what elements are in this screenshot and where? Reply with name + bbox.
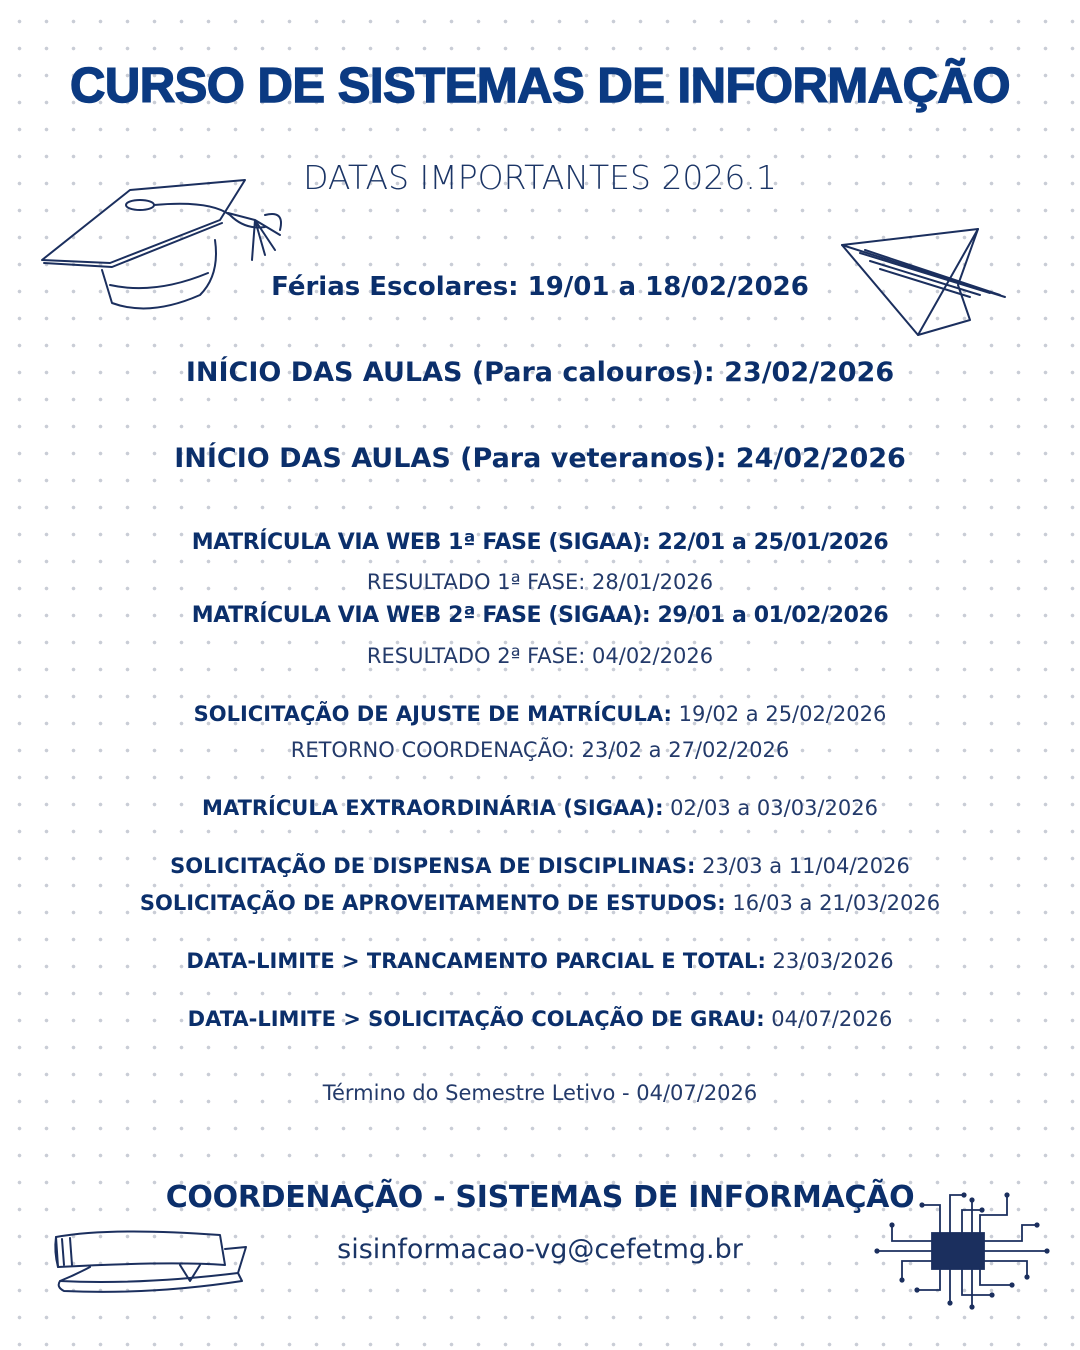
colacao-value: 04/07/2026 [771,1007,893,1031]
matricula-fase2: MATRÍCULA VIA WEB 2ª FASE (SIGAA): 29/01 a 01/02/2026 [191,603,889,628]
dispensa-label: SOLICITAÇÃO DE DISPENSA DE DISCIPLINAS: [170,854,696,878]
ajuste-value: 19/02 a 25/02/2026 [678,702,887,726]
page-subtitle: DATAS IMPORTANTES 2026.1 [303,158,777,197]
trancamento-label: DATA-LIMITE > TRANCAMENTO PARCIAL E TOTAL: [186,949,766,973]
circuit-chip-icon [872,1185,1052,1310]
resultado-fase2: RESULTADO 2ª FASE: 04/02/2026 [366,644,714,668]
matricula-fase1: MATRÍCULA VIA WEB 1ª FASE (SIGAA): 22/01 a 25/01/2026 [191,530,889,555]
footer-email[interactable]: sisinformacao-vg@cefetmg.br [337,1234,743,1265]
footer-title: COORDENAÇÃO - SISTEMAS DE INFORMAÇÃO [165,1180,915,1215]
dispensa-disciplinas [0,854,1080,878]
retorno-coordenacao: RETORNO COORDENAÇÃO: 23/02 a 27/02/2026 [290,738,790,762]
termino-semestre: Término do Semestre Letivo - 04/07/2026 [322,1081,758,1105]
aproveitamento-label: SOLICITAÇÃO DE APROVEITAMENTO DE ESTUDOS: [139,891,726,915]
inicio-aulas-veteranos: INÍCIO DAS AULAS (Para veteranos): 24/02/2026 [174,443,906,474]
extraordinaria-value: 02/03 a 03/03/2026 [670,796,878,820]
books-icon [50,1225,255,1295]
matricula-extraordinaria [0,796,1080,820]
ajuste-matricula [0,702,1080,726]
trancamento [0,949,1080,973]
extraordinaria-label: MATRÍCULA EXTRAORDINÁRIA (SIGAA): [202,796,664,820]
aproveitamento-estudos [0,891,1080,915]
colacao-label: DATA-LIMITE > SOLICITAÇÃO COLAÇÃO DE GRAU: [187,1007,765,1031]
ferias-escolares: Férias Escolares: 19/01 a 18/02/2026 [271,272,809,302]
colacao-grau [0,1007,1080,1031]
inicio-aulas-calouros: INÍCIO DAS AULAS (Para calouros): 23/02/2026 [185,357,895,388]
aproveitamento-value: 16/03 a 21/03/2026 [732,891,941,915]
dispensa-value: 23/03 a 11/04/2026 [702,854,910,878]
resultado-fase1: RESULTADO 1ª FASE: 28/01/2026 [366,570,714,594]
trancamento-value: 23/03/2026 [772,949,894,973]
ajuste-label: SOLICITAÇÃO DE AJUSTE DE MATRÍCULA: [193,702,672,726]
page-title: CURSO DE SISTEMAS DE INFORMAÇÃO [69,59,1011,113]
